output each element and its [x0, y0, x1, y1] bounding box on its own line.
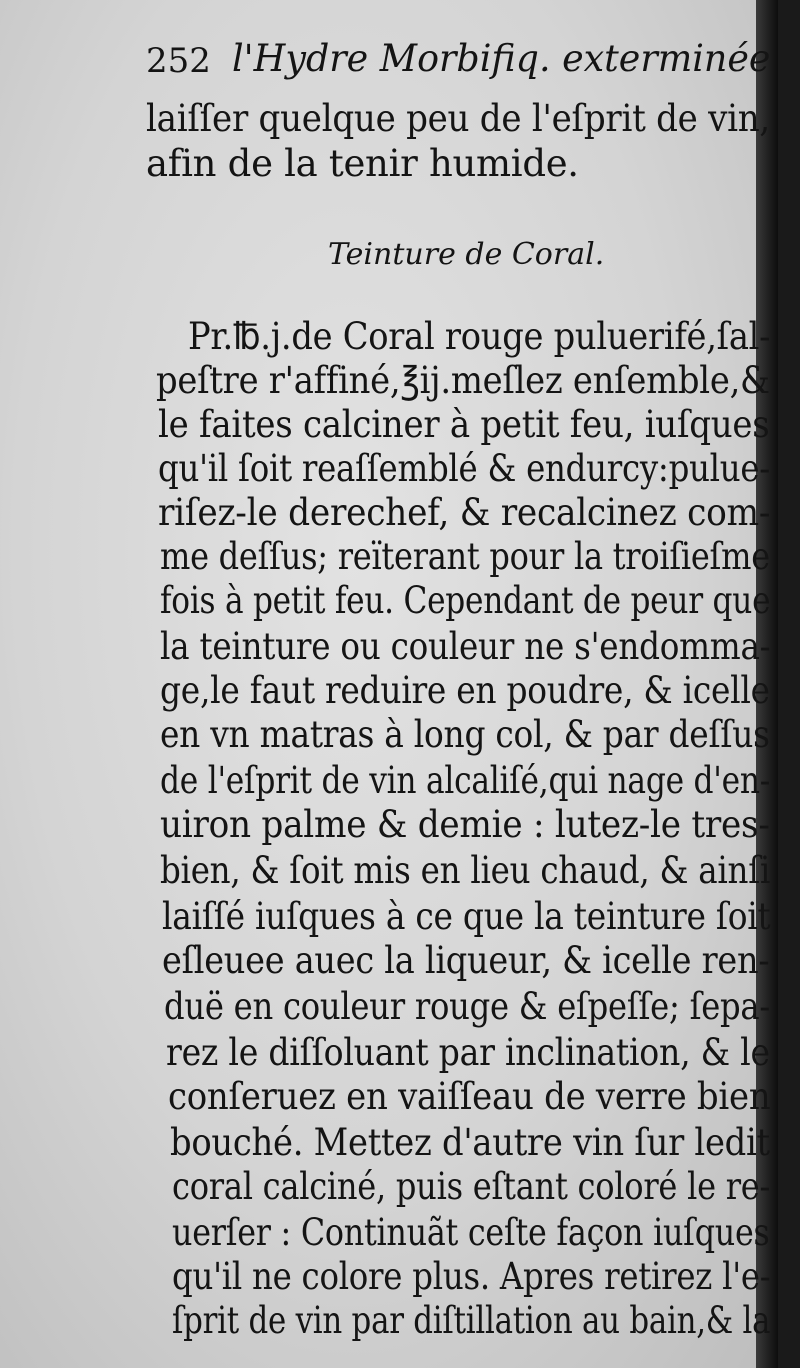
body-line: coral calciné, puis eſtant coloré le re-: [172, 1165, 771, 1208]
body-line: en vn matras à long col, & par deſſus: [160, 713, 770, 756]
body-line: qu'il ſoit reaſſemblé & endurcy:pulue-: [158, 447, 771, 490]
intro-line: laiſſer quelque peu de l'eſprit de vin,: [146, 97, 771, 140]
page-number: 252: [146, 41, 211, 81]
body-line: rez le diſſoluant par inclination, & le: [166, 1031, 770, 1074]
body-line: ſprit de vin par diſtillation au bain,& la: [172, 1299, 771, 1342]
body-line: Pr.℔.j.de Coral rouge puluerifé,ſal-: [188, 315, 771, 358]
body-line: le faites calciner à petit feu, iuſques: [158, 403, 770, 446]
body-line: la teinture ou couleur ne s'endomma-: [160, 625, 771, 668]
body-line: bouché. Mettez d'autre vin ſur ledit: [170, 1121, 770, 1164]
body-line: bien, & ſoit mis en lieu chaud, & ainſi: [160, 849, 771, 892]
body-line: me deſſus; reïterant pour la troiſieſme: [160, 535, 770, 578]
intro-line: afin de la tenir humide.: [146, 142, 579, 185]
body-line: eſleuee auec la liqueur, & icelle ren-: [162, 939, 770, 982]
body-line: uiron palme & demie : lutez-le tres-: [160, 803, 770, 846]
section-heading: Teinture de Coral.: [328, 237, 605, 272]
body-line: uerſer : Continuãt ceſte façon iuſques: [172, 1211, 770, 1254]
body-line: duë en couleur rouge & eſpeſſe; ſepa-: [164, 985, 770, 1028]
body-line: riſez-le derechef, & recalcinez com-: [158, 491, 771, 534]
body-line: ge,le faut reduire en poudre, & icelle: [160, 669, 770, 712]
body-line: de l'eſprit de vin alcaliſé,qui nage d'en-: [160, 759, 771, 802]
body-line: conſeruez en vaiſſeau de verre bien: [168, 1075, 771, 1118]
body-line: peſtre r'affiné,℥ij.meſlez enſemble,&: [156, 359, 770, 402]
body-line: fois à petit feu. Cependant de peur que: [160, 579, 771, 622]
body-line: qu'il ne colore plus. Apres retirez l'e-: [172, 1255, 771, 1298]
body-line: laiſſé iuſques à ce que la teinture ſoit: [162, 895, 771, 938]
running-title: l'Hydre Morbifiq. exterminée: [232, 37, 771, 80]
